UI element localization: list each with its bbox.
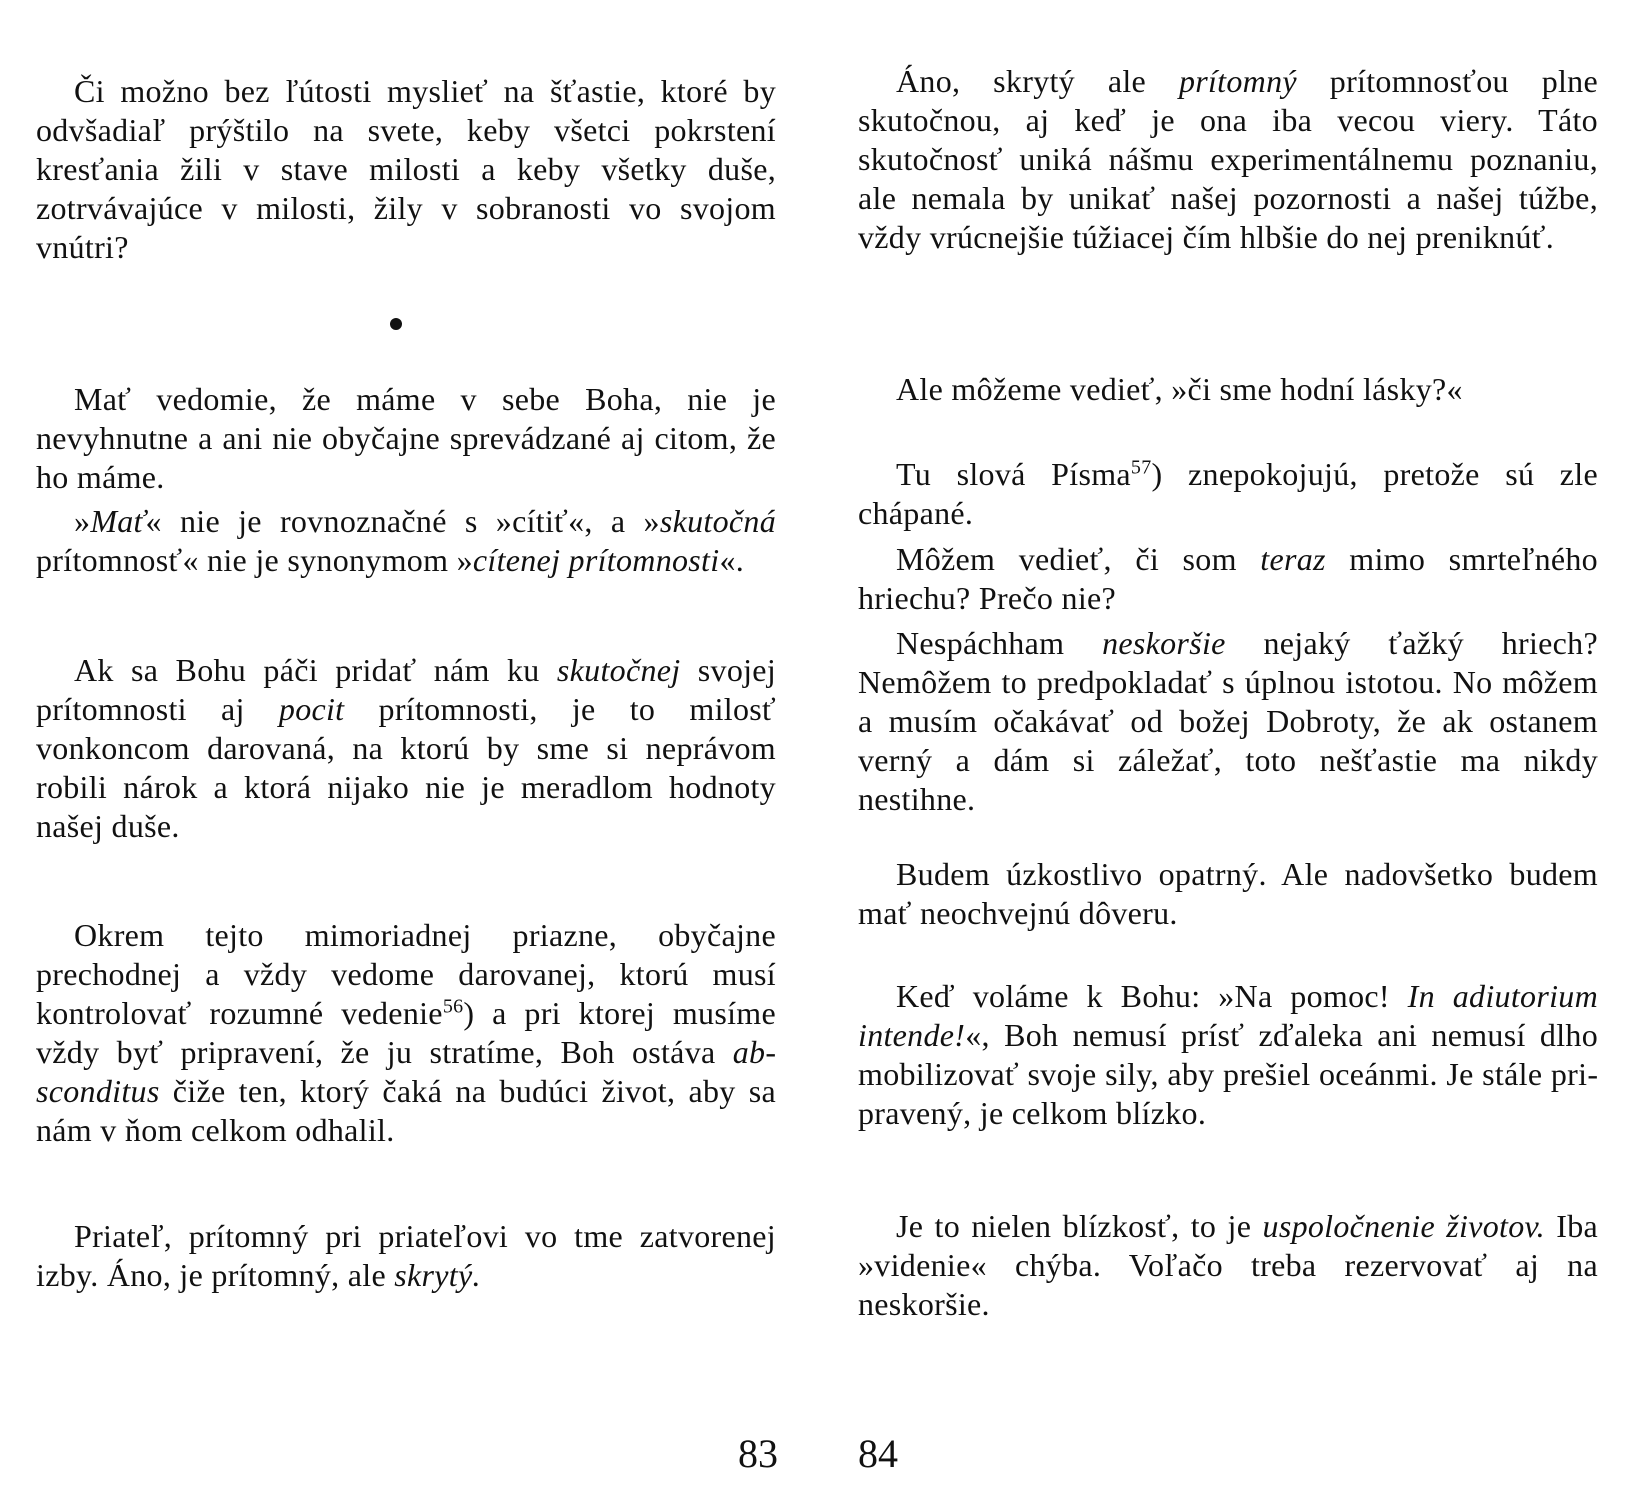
left-paragraph-6: Priateľ, prítomný pri priateľovi vo tme zatvorenej izby. Áno, je prítomný, ale skrytý. [36,1218,776,1293]
left-paragraph-5: Okrem tejto mimoriadnej priazne, obyčajne prechodnej a vždy vedome darovanej, ktorú musí kontrolovať rozumné vedenie$^{56}$) a pri ktorej musíme vždy byť pripravení, že ju stratíme, Boh ostáva absconditus čiže ten, ktorý čaká na budúci život, aby sa nám v ňom celkom odhalil. [36,917,776,1148]
left-paragraph-3: »Mať« nie je rovnoznačné s »cítiť«, a »skutočná prítomnosť« nie je synonymom »cítenej prítomnosti«. [36,503,776,578]
right-paragraph-4: Môžem vedieť, či som teraz mimo smrteľného hriechu? Prečo nie? [858,541,1598,616]
right-paragraph-8: Je to nielen blízkosť, to je uspoločnenie životov. Iba »videnie« chýba. Voľačo treba rezervovať aj na neskoršie. [858,1208,1599,1322]
right-paragraph-7: Keď voláme k Bohu: »Na pomoc! In adiutorium intende!«, Boh nemusí prísť zďaleka ani nemusí dlho mobilizovať svoje sily, aby prešiel oceánmi. Je stále pripravený, je celkom blízko. [858,978,1598,1131]
left-paragraph-1: Či možno bez ľútosti myslieť na šťastie, ktoré by odvšadiaľ prýštilo na svete, keby všetci pokrstení kresťania žili v stave milosti a keby všetky duše, zotrvávajúce v milosti, žily v sobranosti vo svojom vnútri? [36,73,776,265]
right-paragraph-6: Budem úzkostlivo opatrný. Ale nadovšetko budem mať neochvejnú dôveru. [858,856,1598,931]
left-paragraph-4: Ak sa Bohu páči pridať nám ku skutočnej svojej prítomnosti aj pocit prítomnosti, je to milosť vonkoncom darovaná, na ktorú by sme si neprávom robili nárok a ktorá nijako nie je meradlom hodnoty našej duše. [36,652,777,844]
page-number-right: 84 [858,1431,898,1476]
section-separator-bullet: • [390,318,402,330]
left-paragraph-2: Mať vedomie, že máme v sebe Boha, nie je nevyhnutne a ani nie obyčajne sprevádzané aj citom, že ho máme. [36,381,776,495]
right-paragraph-1: Áno, skrytý ale prítomný prítomnosťou plne skutočnou, aj keď je ona iba vecou viery. Táto skutočnosť uniká nášmu experimentálnemu poznaniu, ale nemala by unikať našej pozornosti a našej túžbe, vždy vrúcnejšie túžiacej čím hlbšie do nej preniknúť. [858,63,1598,255]
right-page [858,0,1598,1500]
page-number-left: 83 [738,1431,778,1476]
right-paragraph-3: Tu slová Písma$^{57}$) znepokojujú, pretože sú zle chápané. [858,456,1599,531]
left-page [36,0,776,1500]
right-paragraph-5: Nespáchham neskoršie nejaký ťažký hriech? Nemôžem to predpokladať s úplnou istotou. No môžem a musím očakávať od božej Dobroty, že ak ostanem verný a dám si záležať, toto nešťastie ma nikdy nestihne. [858,625,1598,817]
right-paragraph-2: Ale môžeme vedieť, »či sme hodní lásky?« [896,371,1463,407]
